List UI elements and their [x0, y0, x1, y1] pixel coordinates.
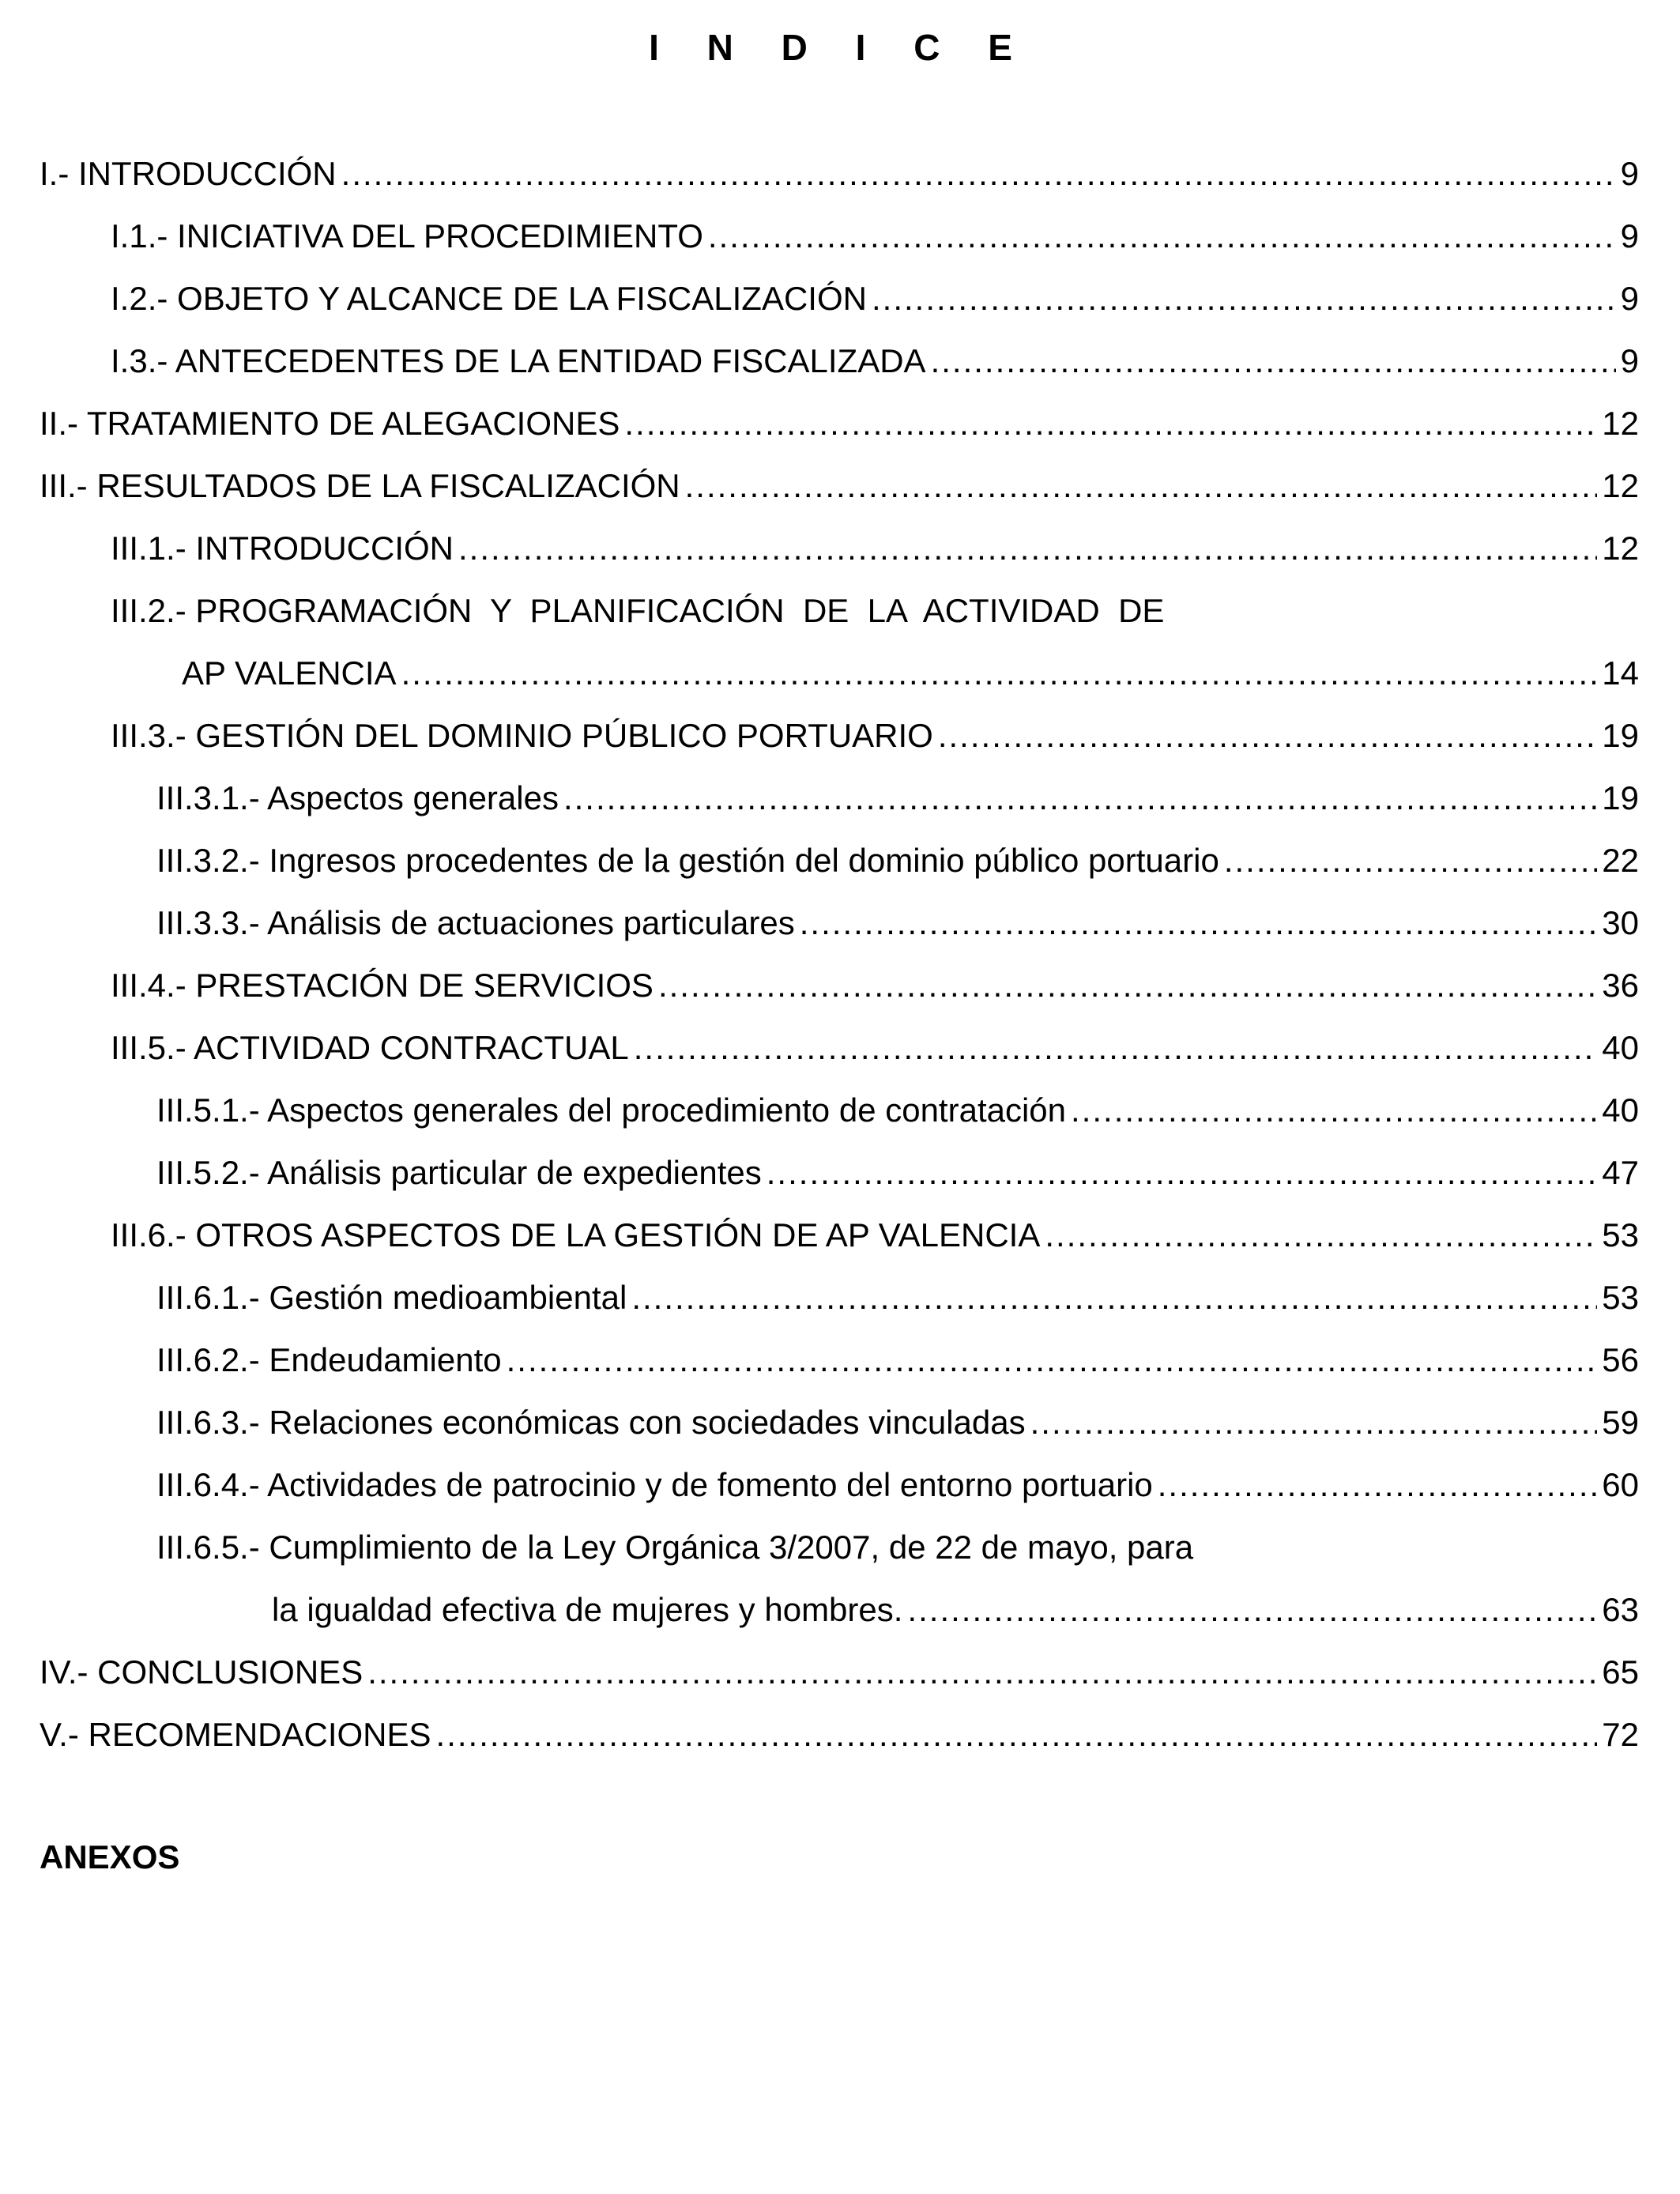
toc-entry-resultados[interactable]	[40, 461, 1639, 523]
toc-page-number: 65	[1602, 1653, 1639, 1691]
dot-leader	[685, 461, 1598, 511]
dot-leader	[931, 336, 1616, 386]
toc-entry-label: III.3.- GESTIÓN DEL DOMINIO PÚBLICO PORTUARIO	[111, 717, 933, 754]
toc-page-number: 56	[1602, 1341, 1639, 1378]
annex-heading: ANEXOS	[40, 1838, 180, 1875]
dot-leader	[907, 1585, 1597, 1635]
toc-entry-ley-organica[interactable]	[40, 1522, 1639, 1585]
toc-page-number: 19	[1602, 717, 1639, 754]
toc-page-number: 40	[1602, 1029, 1639, 1066]
table-of-contents	[40, 149, 1639, 1772]
toc-entry-aspectos-generales[interactable]	[40, 773, 1639, 835]
toc-page-number: 9	[1620, 155, 1639, 192]
dot-leader	[1030, 1397, 1598, 1448]
toc-entry-objeto-alcance[interactable]	[40, 273, 1639, 336]
dot-leader	[401, 648, 1598, 699]
toc-entry-label: III.1.- INTRODUCCIÓN	[111, 530, 454, 567]
toc-page-number: 9	[1620, 217, 1639, 254]
toc-page-number: 19	[1602, 779, 1639, 816]
toc-entry-label: I.- INTRODUCCIÓN	[40, 155, 337, 192]
toc-entry-label: III.6.5.- Cumplimiento de la Ley Orgánica 3/2007, de 22 de mayo, para	[156, 1529, 1194, 1566]
toc-page-number: 36	[1602, 967, 1639, 1004]
toc-entry-label: I.3.- ANTECEDENTES DE LA ENTIDAD FISCALIZADA	[111, 342, 926, 379]
toc-page-number: 60	[1602, 1466, 1639, 1503]
toc-entry-label: I.2.- OBJETO Y ALCANCE DE LA FISCALIZACIÓN	[111, 280, 867, 317]
dot-leader	[563, 773, 1597, 824]
toc-entry-servicios[interactable]	[40, 960, 1639, 1023]
toc-entry-otros-aspectos[interactable]	[40, 1210, 1639, 1272]
dot-leader	[767, 1148, 1598, 1198]
toc-entry-label: III.- RESULTADOS DE LA FISCALIZACIÓN	[40, 467, 680, 504]
toc-page-number: 12	[1602, 467, 1639, 504]
toc-entry-dominio-publico[interactable]	[40, 711, 1639, 773]
toc-page-number: 59	[1602, 1404, 1639, 1441]
toc-entry-label: III.3.2.- Ingresos procedentes de la gestión del dominio público portuario	[156, 842, 1219, 879]
dot-leader	[341, 149, 1616, 199]
toc-entry-label: III.6.4.- Actividades de patrocinio y de fomento del entorno portuario	[156, 1466, 1153, 1503]
toc-entry-antecedentes[interactable]	[40, 336, 1639, 398]
toc-page-number: 53	[1602, 1279, 1639, 1316]
toc-entry-ingresos[interactable]	[40, 835, 1639, 898]
toc-entry-label: III.6.3.- Relaciones económicas con sociedades vinculadas	[156, 1404, 1026, 1441]
toc-entry-label: la igualdad efectiva de mujeres y hombres.	[272, 1591, 903, 1628]
dot-leader	[938, 711, 1597, 761]
dot-leader	[658, 960, 1597, 1011]
dot-leader	[708, 211, 1616, 262]
dot-leader	[624, 398, 1597, 449]
dot-leader	[1045, 1210, 1597, 1261]
dot-leader	[436, 1710, 1598, 1760]
toc-entry-alegaciones[interactable]	[40, 398, 1639, 461]
toc-entry-ley-organica-continued[interactable]	[40, 1585, 1639, 1647]
toc-entry-iii1-introduccion[interactable]	[40, 523, 1639, 586]
toc-entry-conclusiones[interactable]	[40, 1647, 1639, 1710]
toc-entry-actuaciones[interactable]	[40, 898, 1639, 960]
toc-page-number: 14	[1602, 654, 1639, 692]
toc-page-number: 22	[1602, 842, 1639, 879]
toc-entry-endeudamiento[interactable]	[40, 1335, 1639, 1397]
toc-page-number: 63	[1602, 1591, 1639, 1628]
toc-entry-label: III.3.3.- Análisis de actuaciones particulares	[156, 904, 795, 941]
dot-leader	[800, 898, 1598, 948]
toc-entry-label: III.3.1.- Aspectos generales	[156, 779, 559, 816]
toc-entry-label: III.5.- ACTIVIDAD CONTRACTUAL	[111, 1029, 629, 1066]
page-title: I N D I C E	[649, 27, 1031, 68]
toc-entry-label: AP VALENCIA	[182, 654, 397, 692]
dot-leader	[1224, 835, 1597, 886]
toc-entry-label: III.5.1.- Aspectos generales del procedimiento de contratación	[156, 1091, 1067, 1129]
toc-page-number: 40	[1602, 1091, 1639, 1129]
dot-leader	[1071, 1085, 1597, 1136]
toc-page-number: 9	[1620, 280, 1639, 317]
toc-entry-patrocinio[interactable]	[40, 1460, 1639, 1522]
toc-entry-label: I.1.- INICIATIVA DEL PROCEDIMIENTO	[111, 217, 703, 254]
dot-leader	[634, 1023, 1598, 1073]
toc-entry-contractual[interactable]	[40, 1023, 1639, 1085]
toc-entry-programacion[interactable]	[40, 586, 1639, 648]
toc-entry-contratacion[interactable]	[40, 1085, 1639, 1148]
dot-leader	[1158, 1460, 1598, 1510]
toc-page-number: 12	[1602, 405, 1639, 442]
toc-entry-programacion-continued[interactable]	[40, 648, 1639, 711]
toc-entry-introduccion[interactable]	[40, 149, 1639, 211]
dot-leader	[367, 1647, 1597, 1698]
toc-page-number: 72	[1602, 1716, 1639, 1753]
toc-entry-label: IV.- CONCLUSIONES	[40, 1653, 363, 1691]
dot-leader	[872, 273, 1616, 324]
toc-page-number: 47	[1602, 1154, 1639, 1191]
toc-entry-label: III.5.2.- Análisis particular de expedientes	[156, 1154, 762, 1191]
toc-entry-label: V.- RECOMENDACIONES	[40, 1716, 431, 1753]
toc-page-number: 53	[1602, 1216, 1639, 1253]
toc-entry-recomendaciones[interactable]	[40, 1710, 1639, 1772]
toc-entry-sociedades[interactable]	[40, 1397, 1639, 1460]
toc-entry-label: II.- TRATAMIENTO DE ALEGACIONES	[40, 405, 620, 442]
dot-leader	[458, 523, 1597, 574]
toc-page-number: 12	[1602, 530, 1639, 567]
toc-entry-medioambiental[interactable]	[40, 1272, 1639, 1335]
toc-entry-expedientes[interactable]	[40, 1148, 1639, 1210]
toc-entry-label: III.4.- PRESTACIÓN DE SERVICIOS	[111, 967, 654, 1004]
toc-page-number: 30	[1602, 904, 1639, 941]
toc-entry-iniciativa[interactable]	[40, 211, 1639, 273]
toc-entry-label: III.6.- OTROS ASPECTOS DE LA GESTIÓN DE AP VALENCIA	[111, 1216, 1041, 1253]
dot-leader	[507, 1335, 1598, 1385]
dot-leader	[631, 1272, 1597, 1323]
toc-entry-label: III.2.- PROGRAMACIÓN Y PLANIFICACIÓN DE LA ACTIVIDAD DE	[111, 592, 1165, 629]
toc-page-number: 9	[1620, 342, 1639, 379]
toc-entry-label: III.6.1.- Gestión medioambiental	[156, 1279, 627, 1316]
toc-entry-label: III.6.2.- Endeudamiento	[156, 1341, 502, 1378]
